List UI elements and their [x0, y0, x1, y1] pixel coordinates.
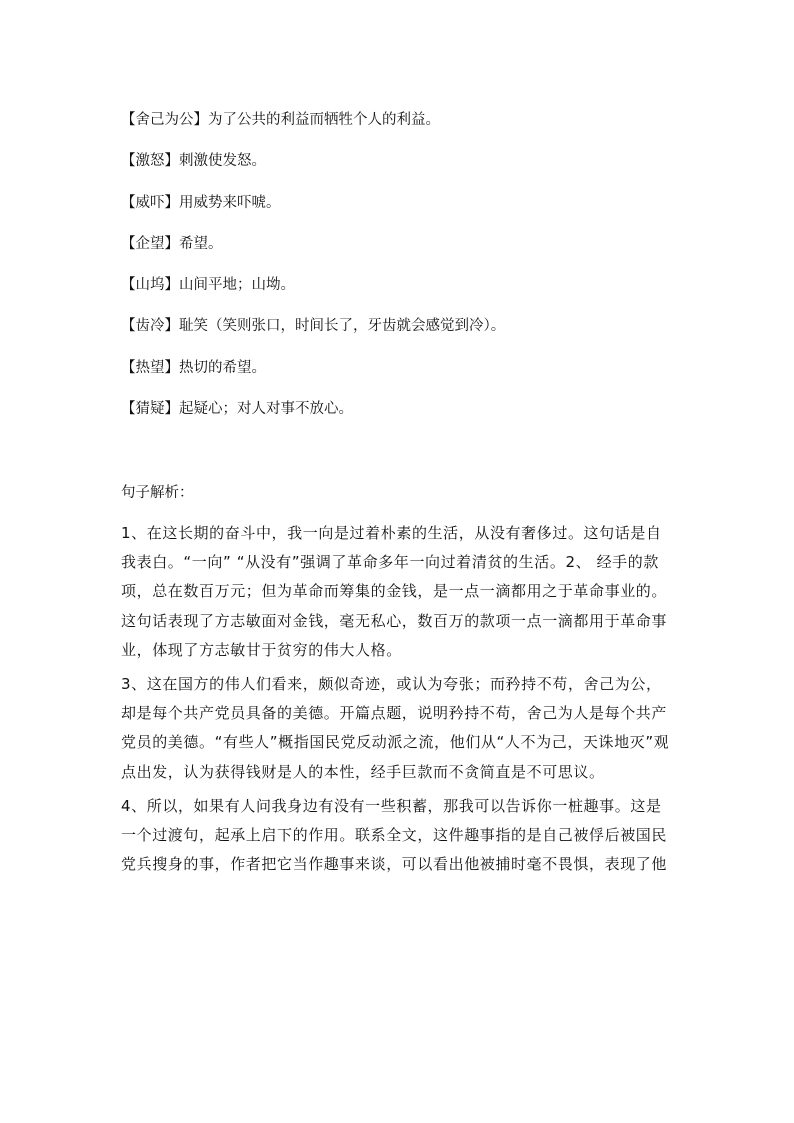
sentence-analysis [121, 519, 677, 884]
analysis-paragraph: 1、在这长期的奋斗中，我一向是过着朴素的生活，从没有奢侈过。这句话是自我表白。“一向” “从没有”强调了革命多年一向过着清贫的生活。2、 经手的款项，总在数百万元；但为革命而筹集的金钱，是一点一滴都用之于革命事业的。这句话表现了方志敏面对金钱，毫无私心，数百万的款项一点一滴都用于革命事业，体现了方志敏甘于贫穷的伟大人格。 [121, 524, 668, 659]
vocabulary-item: 【山坞】山间平地；山坳。 [121, 277, 295, 294]
vocabulary-item: 【舍己为公】为了公共的利益而牺牲个人的利益。 [121, 112, 440, 128]
section-title: 句子解析： [121, 485, 194, 501]
vocabulary-item: 【激怒】刺激使发怒。 [121, 153, 266, 170]
vocabulary-item: 【猜疑】起疑心；对人对事不放心。 [121, 401, 353, 418]
vocabulary-list [121, 107, 681, 437]
vocabulary-item: 【企望】希望。 [121, 235, 223, 252]
vocabulary-item: 【齿冷】耻笑（笑则张口，时间长了，牙齿就会感觉到冷）。 [121, 318, 506, 335]
vocabulary-item: 【威吓】用威势来吓唬。 [121, 194, 281, 211]
analysis-paragraph: 4、所以，如果有人问我身边有没有一些积蓄，那我可以告诉你一桩趣事。这是一个过渡句，起承上启下的作用。联系全文，这件趣事指的是自己被俘后被国民党兵搜身的事，作者把它当作趣事来谈，可以看出他被捕时毫不畏惧，表现了他 [121, 796, 668, 874]
vocabulary-item: 【热望】热切的希望。 [121, 359, 266, 376]
analysis-paragraph: 3、这在国方的伟人们看来，颇似奇迹，或认为夸张；而矜持不苟，舍己为公，却是每个共产党员具备的美德。开篇点题，说明矜持不苟，舍己为人是每个共产党员的美德。“有些人”概指国民党反动派之流，他们从“人不为己，天诛地灭”观点出发，认为获得钱财是人的本性，经手巨款而不贪简直是不可思议。 [121, 675, 670, 781]
